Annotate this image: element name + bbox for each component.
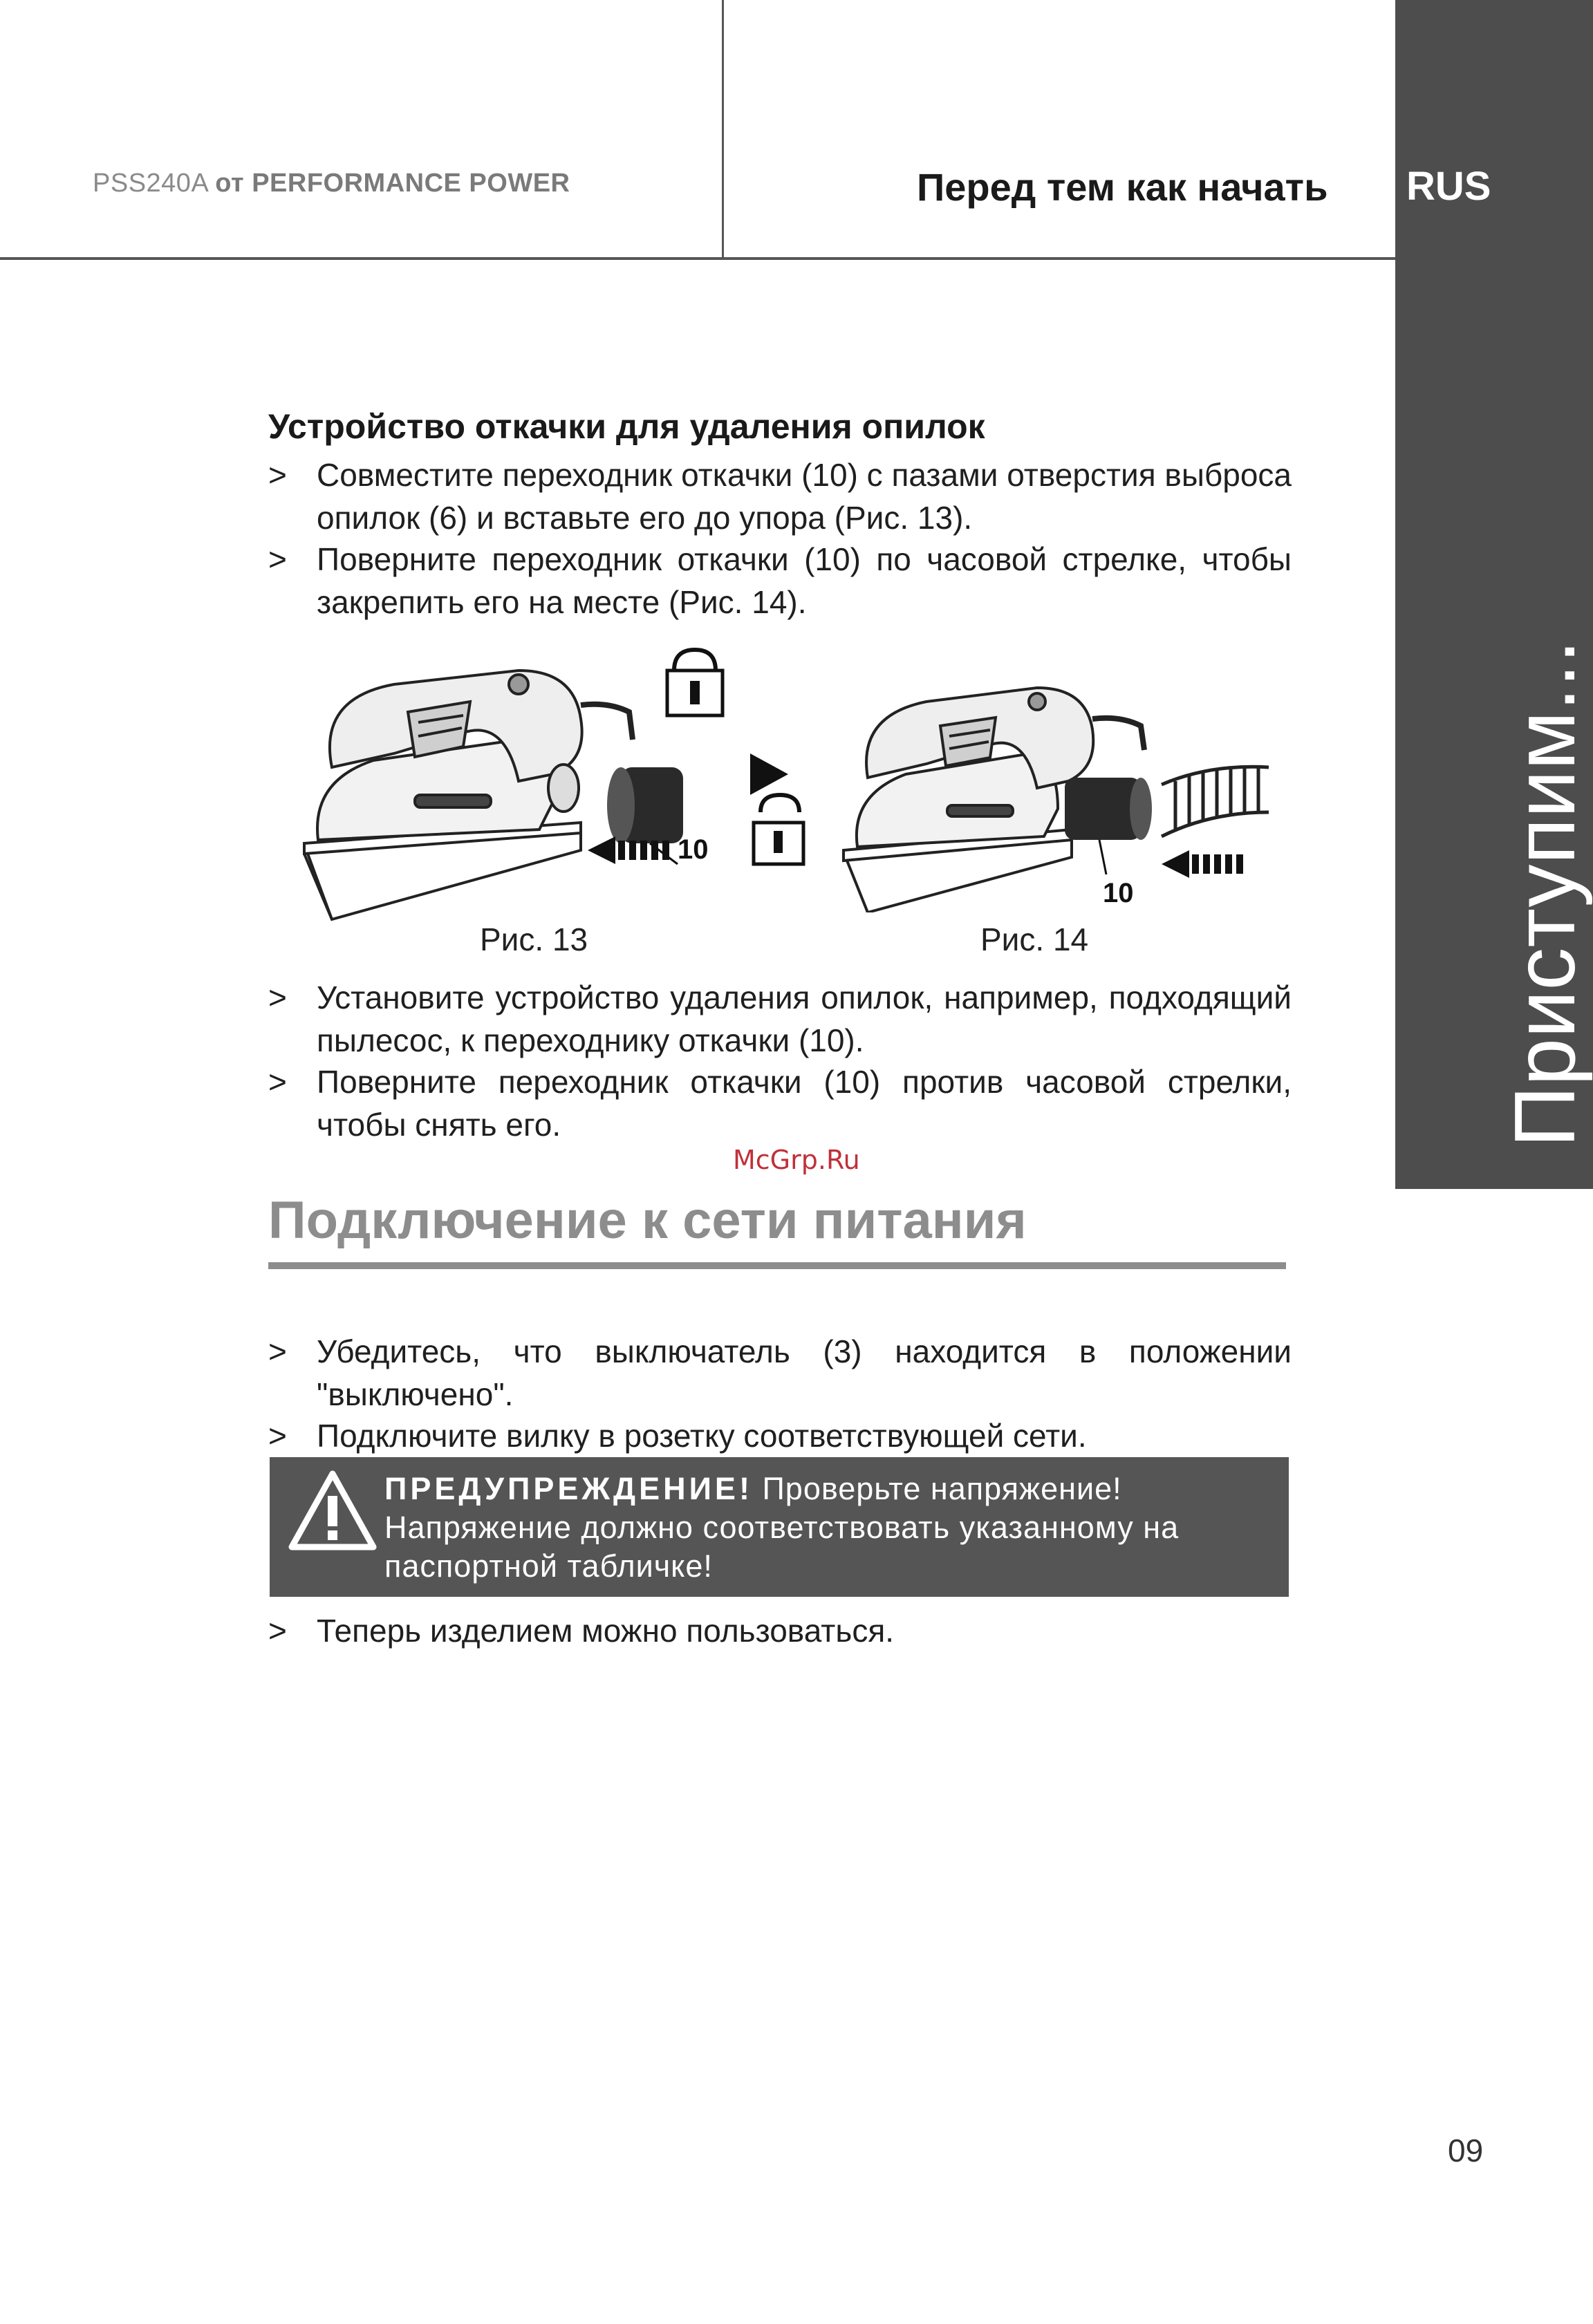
list-item: > Поверните переходник откачки (10) по часовой стрелке, чтобы закрепить его на месте (Рис. 14). — [268, 541, 1292, 620]
dust-extraction-heading: Устройство откачки для удаления опилок — [268, 407, 985, 446]
sander-drawing — [304, 671, 633, 919]
insert-arrow — [1162, 850, 1243, 878]
figure-transition — [740, 747, 830, 871]
unlock-icon — [754, 795, 803, 864]
page-number: 09 — [1448, 2133, 1484, 2168]
list-item: > Убедитесь, что выключатель (3) находится в положении "выключено". — [268, 1333, 1292, 1412]
warning-triangle-icon — [288, 1470, 378, 1551]
watermark: McGrp.Ru — [733, 1145, 860, 1175]
header-model: PSS240A от PERFORMANCE POWER — [93, 169, 570, 198]
figure-14-caption: Рис. 14 — [980, 921, 1089, 957]
extraction-adapter — [607, 767, 683, 843]
extraction-adapter — [1065, 778, 1152, 840]
lock-icon — [667, 650, 723, 715]
sidebar-section-title: Приступим... — [1498, 639, 1593, 1147]
part-label-10: 10 — [1103, 878, 1134, 908]
part-label-10: 10 — [678, 834, 709, 865]
header-divider — [0, 257, 1398, 260]
figure-13-illustration — [290, 643, 802, 933]
vacuum-hose — [1162, 767, 1269, 836]
figure-13-caption: Рис. 13 — [480, 921, 588, 957]
warning-text: ПРЕДУПРЕЖДЕНИЕ! Проверьте напряжение! Напряжение должно соответствовать указанному на паспортной табличке! — [384, 1471, 1180, 1584]
language-label: RUS — [1406, 164, 1491, 209]
list-item: > Теперь изделием можно пользоваться. — [268, 1613, 895, 1649]
list-item: > Подключите вилку в розетку соответствующей сети. — [268, 1418, 1087, 1454]
header-section-title: Перед тем как начать — [917, 165, 1328, 209]
list-item: > Поверните переходник откачки (10) против часовой стрелки, чтобы снять его. — [268, 1064, 1292, 1143]
header-divider-vertical — [722, 0, 724, 259]
list-item: > Совместите переходник откачки (10) с пазами отверстия выброса опилок (6) и вставьте его до упора (Рис. 13). — [268, 457, 1292, 536]
heading-rule — [268, 1262, 1286, 1269]
power-connection-heading: Подключение к сети питания — [268, 1191, 1027, 1250]
figure-14-illustration — [837, 664, 1279, 912]
play-arrow-icon — [750, 753, 788, 795]
list-item: > Установите устройство удаления опилок, например, подходящий пылесос, к переходнику откачки (10). — [268, 980, 1292, 1058]
